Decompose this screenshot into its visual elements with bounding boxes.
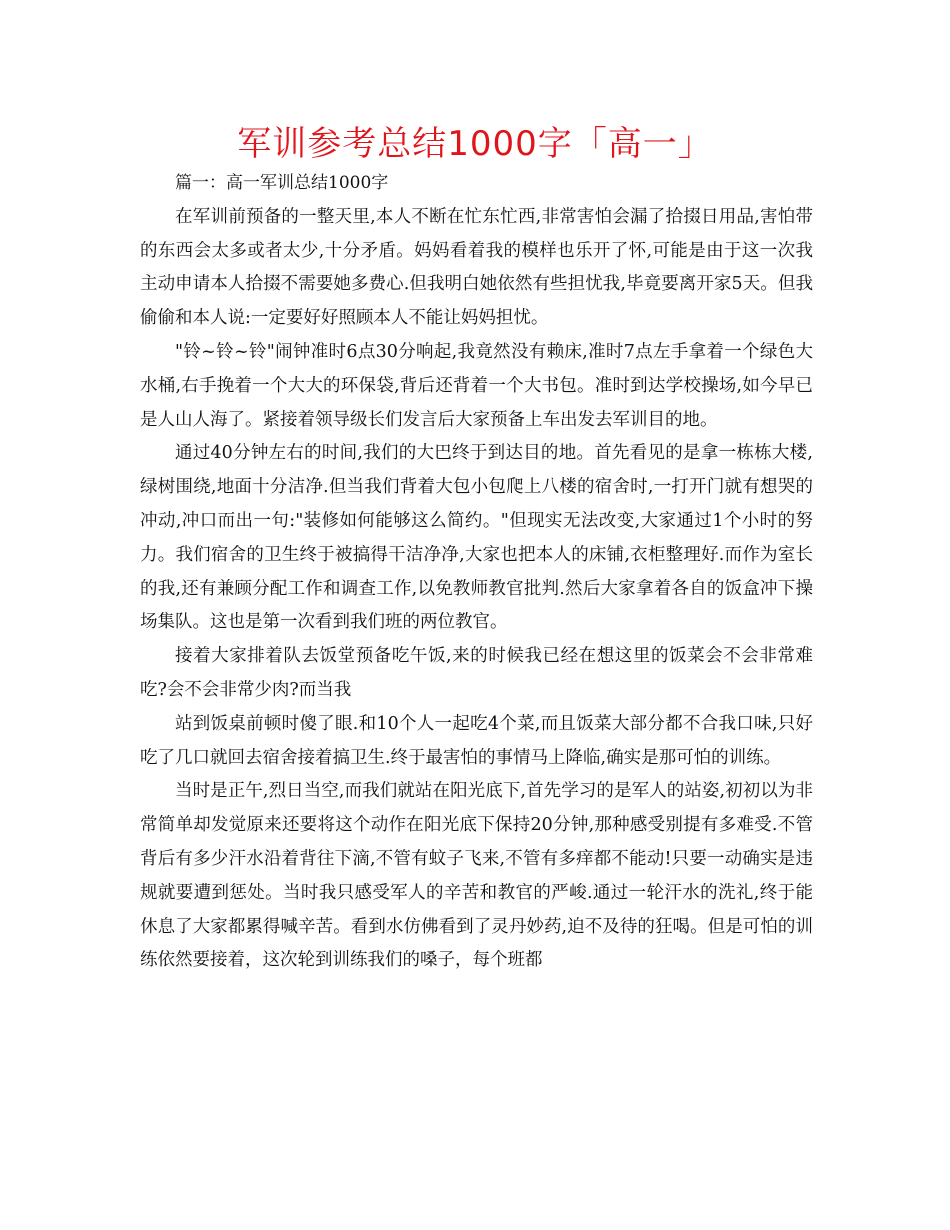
paragraph-4: 接着大家排着队去饭堂预备吃午饭,来的时候我已经在想这里的饭菜会不会非常难吃?会不会非常少肉?而当我 [140, 646, 813, 700]
paragraph-5: 站到饭桌前顿时傻了眼.和10个人一起吃4个菜,而且饭菜大部分都不合我口味,只好吃了几口就回去宿舍接着搞卫生.终于最害怕的事情马上降临,确实是那可怕的训练。 [140, 713, 813, 768]
paragraph-6: 当时是正午,烈日当空,而我们就站在阳光底下,首先学习的是军人的站姿,初初以为非常简单却发觉原来还要将这个动作在阳光底下保持20分钟,那种感受别提有多难受.不管背后有多少汗水沿着背往下滴,不管有蚊子飞来,不管有多痒都不能动!只要一动确实是违规就要遭到惩处。当时我只感受军人的辛苦和教官的严峻.通过一轮汗水的洗礼,终于能休息了大家都累得喊辛苦。看到水仿佛看到了灵丹妙药,迫不及待的狂喝。但是可怕的训练依然要接着，这次轮到训练我们的嗓子，每个班都 [140, 781, 813, 971]
section-subheading: 篇一：高一军训总结1000字 [175, 173, 389, 193]
paragraph-2: "铃~铃~铃"闹钟准时6点30分响起,我竟然没有赖床,准时7点左手拿着一个绿色大水桶,右手挽着一个大大的环保袋,背后还背着一个大书包。准时到达学校操场,如今早已是人山人海了。紧接着领导级长们发言后大家预备上车出发去军训目的地。 [140, 341, 813, 430]
paragraph-3: 通过40分钟左右的时间,我们的大巴终于到达目的地。首先看见的是拿一栋栋大楼,绿树围绕,地面十分洁净.但当我们背着大包小包爬上八楼的宿舍时,一打开门就有想哭的冲动,冲口而出一句:"装修如何能够这么简约。"但现实无法改变,大家通过1个小时的努力。我们宿舍的卫生终于被搞得干洁净净,大家也把本人的床铺,衣柜整理好.而作为室长的我,还有兼顾分配工作和调查工作,以免教师教官批判.然后大家拿着各自的饭盒冲下操场集队。这也是第一次看到我们班的两位教官。 [140, 443, 813, 633]
document-title: 军训参考总结1000字「高一」 [237, 124, 713, 164]
document-body [140, 167, 813, 978]
paragraph-1: 在军训前预备的一整天里,本人不断在忙东忙西,非常害怕会漏了拾掇日用品,害怕带的东西会太多或者太少,十分矛盾。妈妈看着我的模样也乐开了怀,可能是由于这一次我主动申请本人拾掇不需要她多费心.但我明白她依然有些担忧我,毕竟要离开家5天。但我偷偷和本人说:一定要好好照顾本人不能让妈妈担忧。 [140, 206, 813, 329]
